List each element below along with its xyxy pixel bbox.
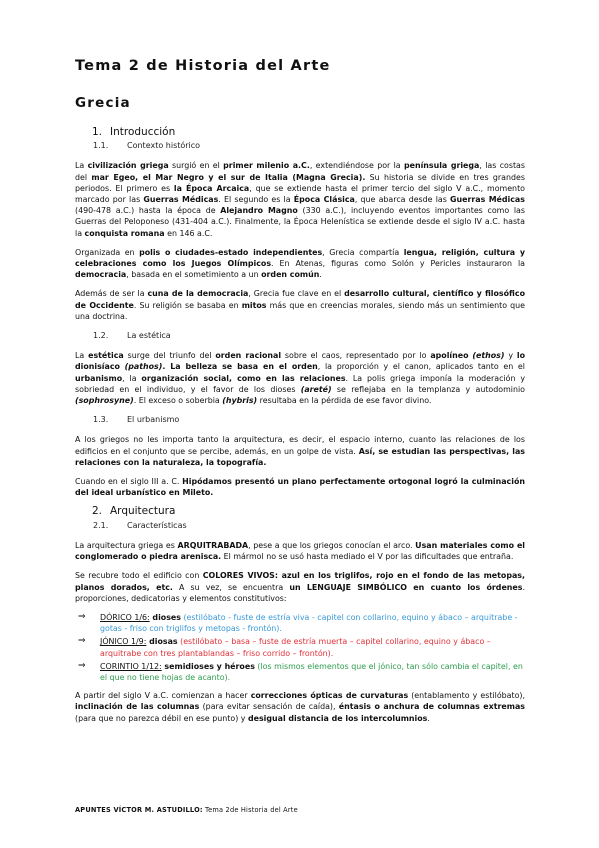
section-number: 1. [92, 126, 103, 138]
subsection-label: Características [127, 520, 187, 530]
order-label: CORINTIO 1/12: [100, 661, 162, 671]
order-detail: (los mismos elementos que el jónico, tan sólo cambia el capitel, en el que no tiene hojas de acanto). [100, 661, 523, 682]
document-title: Tema 2 de Historia del Arte [75, 58, 331, 74]
subsection-heading-caracteristicas [93, 520, 525, 531]
paragraph-contexto-3: Además de ser la cuna de la democracia, Grecia fue clave en el desarrollo cultural, científico y filosófico de Occidente. Su religión se basaba en mitos más que en creencias morales, siendo más un sentimiento que una doctrina. [75, 289, 525, 321]
section-heading-introduccion [92, 127, 525, 138]
page-footer: APUNTES VÍCTOR M. ASTUDILLO: Tema 2de Historia del Arte [75, 806, 298, 814]
list-item-corintio: ⇒ CORINTIO 1/12: semidioses y héroes (los mismos elementos que el jónico, tan sólo cambia el capitel, en el que no tiene hojas de acanto). [75, 661, 525, 683]
arrow-icon: ⇒ [78, 636, 86, 647]
document-subtitle: Grecia [75, 95, 131, 111]
section-label: Introducción [110, 126, 176, 138]
order-detail: (estilóbato - fuste de estría viva - capitel con collarino, equino y ábaco – arquitrabe - gotas - friso con triglifos y metopas - frontón). [100, 612, 518, 634]
paragraph-contexto-1: La civilización griega surgió en el primer milenio a.C., extendiéndose por la península griega, las costas del mar Egeo, el Mar Negro y el sur de Italia (Magna Grecia). Su historia se divide en tres grandes periodos. El primero es la Época Arcaica, que se extiende hasta el primer tercio del siglo V a.C., momento marcado por las Guerras Médicas. El segundo es la Época Clásica, que abarca desde las Guerras Médicas (490-478 a.C.) hasta la época de Alejandro Magno (330 a.C.), incluyendo eventos importantes como las Guerras del Peloponeso (431-404 a.C.). Finalmente, la Época Helenística se extiende desde el siglo IV a.C. hasta la conquista romana en 146 a.C. [75, 161, 526, 238]
order-detail: (estilóbato – basa – fuste de estría muerta – capitel collarino, equino y ábaco – arquitrabe con tres plantablandas – friso corrido – frontón). [100, 637, 491, 658]
list-item-dorico: ⇒ DÓRICO 1/6: dioses (estilóbato - fuste de estría viva - capitel con collarino, equino y ábaco – arquitrabe - gotas - friso con triglifos y metopas - frontón). [75, 612, 525, 634]
subsection-heading-estetica [93, 330, 525, 341]
order-label: JÓNICO 1/9: [100, 637, 147, 647]
section-heading-arquitectura [92, 506, 525, 517]
paragraph-estetica: La estética surge del triunfo del orden racional sobre el caos, representado por lo apolíneo (ethos) y lo dionisíaco (pathos). La belleza se basa en el orden, la proporción y el canon, aplicados tanto en el urbanismo, la organización social, como en las relaciones. La polis griega imponía la moderación y sobriedad en el individuo, y el favor de los dioses (areté) se reflejaba en la templanza y autodominio (sophrosyne). El exceso o soberbia (hybris) resultaba en la pérdida de ese favor divino. [75, 351, 525, 406]
paragraph-caracteristicas-2: Se recubre todo el edificio con COLORES VIVOS: azul en los triglifos, rojo en el fondo de las metopas, planos dorados, etc. A su vez, se encuentra un LENGUAJE SIMBÓLICO en cuanto los órdenes. proporciones, dedicatorias y elementos constitutivos: [75, 571, 525, 603]
order-label: DÓRICO 1/6: [100, 612, 150, 622]
section-label: Arquitectura [110, 505, 176, 518]
arrow-icon: ⇒ [78, 660, 86, 671]
subsection-heading-contexto [93, 140, 525, 151]
paragraph-caracteristicas-1: La arquitectura griega es ARQUITRABADA, pese a que los griegos conocían el arco. Usan materiales como el conglomerado o piedra arenisca. El mármol no se usó hasta mediado el V por las dificultades que entraña. [75, 540, 526, 562]
subsection-number: 1.2. [93, 331, 109, 341]
arrow-icon: ⇒ [78, 611, 86, 622]
paragraph-urbanismo-1: A los griegos no les importa tanto la arquitectura, es decir, el espacio interno, cuanto las relaciones de los edificios en el conjunto que se percibe, además, en un golpe de vista. Así, se estudian las perspectivas, las relaciones con la naturaleza, la topografía. [75, 435, 525, 467]
subsection-number: 1.1. [93, 141, 109, 151]
section-number: 2. [92, 505, 103, 518]
subsection-number: 1.3. [93, 415, 109, 425]
subsection-label: La estética [127, 331, 171, 341]
paragraph-urbanismo-2: Cuando en el siglo III a. C. Hipódamos presentó un plano perfectamente ortogonal logró la culminación del ideal urbanístico en Mileto. [75, 477, 525, 498]
document-body [75, 127, 525, 732]
list-item-jonico: ⇒ JÓNICO 1/9: diosas (estilóbato – basa – fuste de estría muerta – capitel collarino, equino y ábaco – arquitrabe con tres plantablandas – friso corrido – frontón). [75, 636, 525, 658]
subsection-label: El urbanismo [127, 415, 180, 425]
paragraph-correcciones: A partir del siglo V a.C. comienzan a hacer correcciones ópticas de curvaturas (entablamento y estilóbato), inclinación de las columnas (para evitar sensación de caída), éntasis o anchura de columnas extremas (para que no parezca débil en ese punto) y desigual distancia de los intercolumnios. [75, 691, 526, 723]
paragraph-contexto-2: Organizada en polis o ciudades-estado independientes, Grecia compartía lengua, religión, cultura y celebraciones como los Juegos Olímpicos. En Atenas, figuras como Solón y Pericles instauraron la democracia, basada en el sometimiento a un orden común. [75, 247, 526, 280]
orders-list [75, 612, 525, 683]
subsection-number: 2.1. [93, 520, 109, 530]
subsection-label: Contexto histórico [127, 141, 201, 151]
subsection-heading-urbanismo [93, 414, 525, 425]
